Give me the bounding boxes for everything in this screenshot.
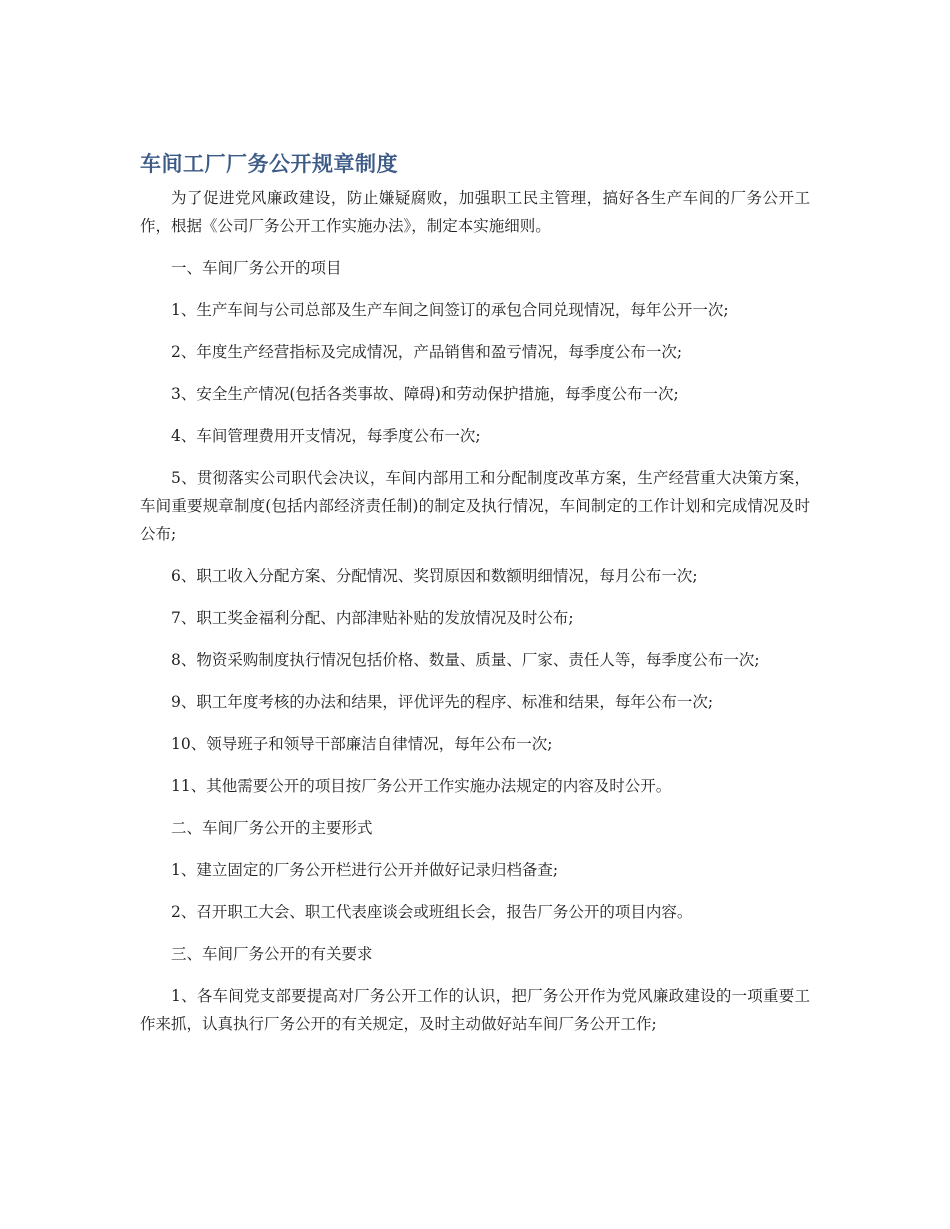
list-item: 11、其他需要公开的项目按厂务公开工作实施办法规定的内容及时公开。 <box>171 777 672 795</box>
section-heading-projects: 一、车间厂务公开的项目 <box>171 259 342 277</box>
document-body <box>140 150 810 1052</box>
list-item: 1、各车间党支部要提高对厂务公开工作的认识，把厂务公开作为党风廉政建设的一项重要工作来抓，认真执行厂务公开的有关规定，及时主动做好站车间厂务公开工作; <box>140 987 810 1033</box>
list-item: 4、车间管理费用开支情况，每季度公布一次; <box>171 427 481 445</box>
list-item: 2、年度生产经营指标及完成情况，产品销售和盈亏情况，每季度公布一次; <box>171 343 683 361</box>
section-heading-requirements: 三、车间厂务公开的有关要求 <box>171 945 373 963</box>
intro-paragraph: 为了促进党风廉政建设，防止嫌疑腐败，加强职工民主管理，搞好各生产车间的厂务公开工作，根据《公司厂务公开工作实施办法》，制定本实施细则。 <box>140 189 810 235</box>
list-item: 1、建立固定的厂务公开栏进行公开并做好记录归档备查; <box>171 861 559 879</box>
list-item: 8、物资采购制度执行情况包括价格、数量、质量、厂家、责任人等，每季度公布一次; <box>171 651 760 669</box>
list-item: 5、贯彻落实公司职代会决议，车间内部用工和分配制度改革方案，生产经营重大决策方案，车间重要规章制度(包括内部经济责任制)的制定及执行情况，车间制定的工作计划和完成情况及时公布; <box>140 469 810 543</box>
list-item: 7、职工奖金福利分配、内部津贴补贴的发放情况及时公布; <box>171 609 574 627</box>
list-item: 6、职工收入分配方案、分配情况、奖罚原因和数额明细情况，每月公布一次; <box>171 567 698 585</box>
document-title: 车间工厂厂务公开规章制度 <box>140 152 398 176</box>
list-item: 3、安全生产情况(包括各类事故、障碍)和劳动保护措施，每季度公布一次; <box>171 385 679 403</box>
list-item: 1、生产车间与公司总部及生产车间之间签订的承包合同兑现情况，每年公开一次; <box>171 301 729 319</box>
list-item: 10、领导班子和领导干部廉洁自律情况，每年公布一次; <box>171 735 553 753</box>
list-item: 2、召开职工大会、职工代表座谈会或班组长会，报告厂务公开的项目内容。 <box>171 903 693 921</box>
list-item: 9、职工年度考核的办法和结果，评优评先的程序、标准和结果，每年公布一次; <box>171 693 714 711</box>
section-heading-forms: 二、车间厂务公开的主要形式 <box>171 819 373 837</box>
